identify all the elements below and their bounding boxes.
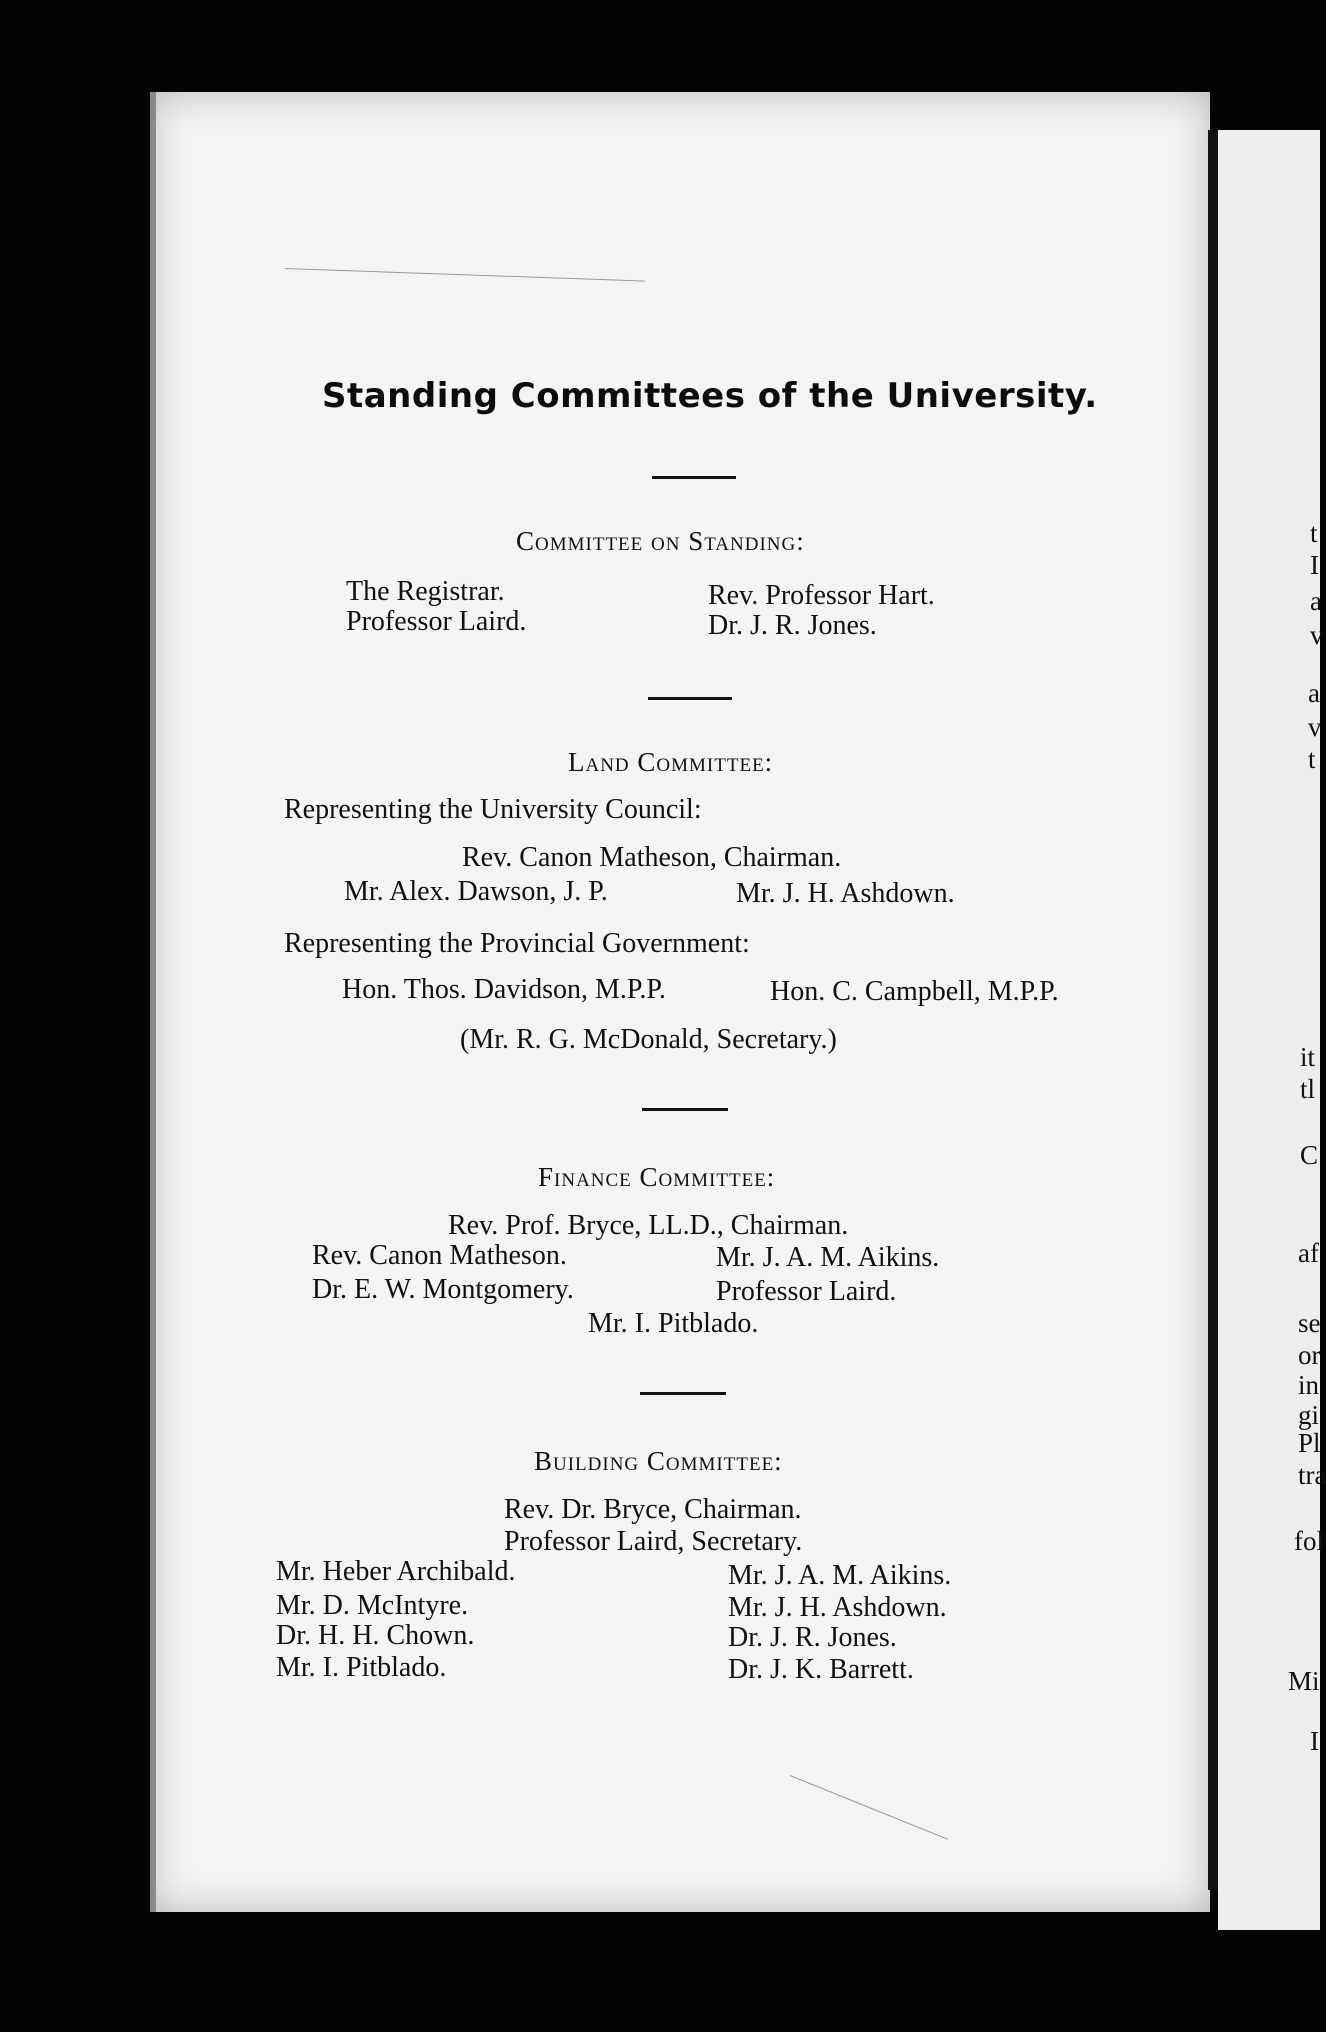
adjacent-page-text: Pl (1298, 1428, 1321, 1458)
adjacent-page-text: or (1298, 1340, 1321, 1370)
finance-committee-chair: Rev. Prof. Bryce, LL.D., Chairman. (448, 1210, 849, 1241)
adjacent-page-text: gi (1298, 1400, 1320, 1430)
adjacent-page-text: I (1310, 1726, 1319, 1756)
page-title: Standing Committees of the University. (322, 376, 1098, 416)
building-committee-member: Dr. J. R. Jones. (728, 1622, 897, 1653)
section-divider (642, 1108, 728, 1111)
adjacent-page-text: se (1298, 1308, 1321, 1338)
building-committee-title: Building Committee: (534, 1446, 783, 1476)
section-divider (652, 476, 736, 479)
adjacent-page-text: I (1310, 550, 1319, 580)
section-divider (648, 697, 732, 700)
building-committee-member: Mr. J. A. M. Aikins. (728, 1560, 952, 1591)
adjacent-page-text: Mi (1288, 1666, 1320, 1696)
standing-member: The Registrar. (346, 576, 505, 607)
finance-committee-member: Dr. E. W. Montgomery. (312, 1274, 574, 1305)
adjacent-page-text: af (1298, 1238, 1319, 1268)
adjacent-page-text: v (1310, 620, 1324, 650)
council-representation-label: Representing the University Council: (284, 794, 702, 825)
building-committee-member: Dr. H. H. Chown. (276, 1620, 475, 1651)
adjacent-page-text: in (1298, 1370, 1320, 1400)
building-committee-member: Mr. Heber Archibald. (276, 1556, 516, 1587)
government-representation-label: Representing the Provincial Government: (284, 928, 750, 959)
adjacent-page-text: a (1308, 678, 1320, 708)
adjacent-page-text: t (1310, 518, 1318, 548)
adjacent-page-text: a (1310, 586, 1322, 616)
building-committee-chair: Rev. Dr. Bryce, Chairman. (504, 1494, 802, 1525)
standing-member: Rev. Professor Hart. (708, 580, 935, 611)
adjacent-page (1218, 130, 1326, 1930)
adjacent-page-text: it (1300, 1042, 1316, 1072)
building-committee-member: Mr. I. Pitblado. (276, 1652, 447, 1683)
building-committee-member: Mr. D. McIntyre. (276, 1590, 469, 1621)
land-committee-member: Mr. Alex. Dawson, J. P. (344, 876, 608, 907)
finance-committee-member: Mr. I. Pitblado. (588, 1308, 759, 1339)
section-divider (640, 1392, 726, 1395)
page-gutter (1208, 130, 1218, 1890)
finance-committee-member: Mr. J. A. M. Aikins. (716, 1242, 940, 1273)
adjacent-page-text: t (1308, 744, 1316, 774)
building-committee-member: Dr. J. K. Barrett. (728, 1654, 914, 1685)
adjacent-page-text: v (1308, 712, 1322, 742)
adjacent-page-text: tl (1300, 1074, 1316, 1104)
land-committee-member: Hon. Thos. Davidson, M.P.P. (342, 974, 666, 1005)
adjacent-page-text: C (1300, 1140, 1319, 1170)
finance-committee-title: Finance Committee: (538, 1162, 776, 1192)
finance-committee-member: Professor Laird. (716, 1276, 897, 1307)
land-committee-chair: Rev. Canon Matheson, Chairman. (462, 842, 842, 873)
finance-committee-member: Rev. Canon Matheson. (312, 1240, 567, 1271)
building-committee-secretary: Professor Laird, Secretary. (504, 1526, 803, 1557)
land-committee-member: Mr. J. H. Ashdown. (736, 878, 955, 909)
page-edge (150, 92, 156, 1912)
standing-member: Professor Laird. (346, 606, 527, 637)
adjacent-page-text: tra (1298, 1460, 1326, 1490)
standing-committee-title: Committee on Standing: (516, 526, 805, 556)
land-committee-secretary: (Mr. R. G. McDonald, Secretary.) (460, 1024, 837, 1055)
land-committee-member: Hon. C. Campbell, M.P.P. (770, 976, 1059, 1007)
standing-member: Dr. J. R. Jones. (708, 610, 877, 641)
building-committee-member: Mr. J. H. Ashdown. (728, 1592, 947, 1623)
land-committee-title: Land Committee: (568, 747, 774, 777)
adjacent-page-text: fol (1294, 1526, 1324, 1556)
